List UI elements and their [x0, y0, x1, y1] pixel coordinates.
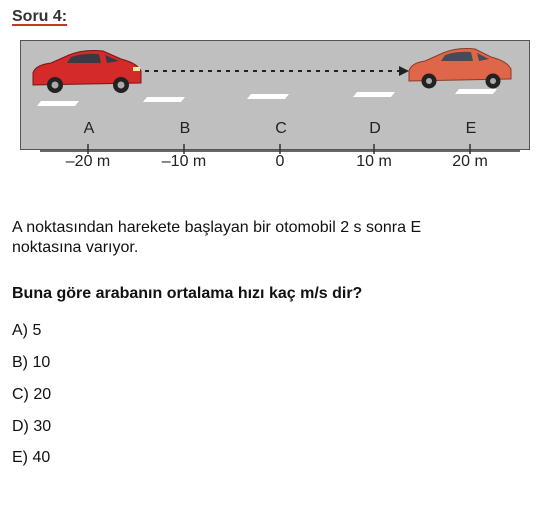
option-d[interactable]: D) 30	[12, 418, 52, 435]
point-letter-a: A	[83, 120, 95, 137]
question-body-line-2: noktasına varıyor.	[12, 239, 139, 256]
option-b[interactable]: B) 10	[12, 354, 51, 371]
lane-mark	[37, 101, 79, 106]
point-letter-b: B	[179, 120, 191, 137]
road-figure	[20, 40, 530, 192]
car-start-icon	[33, 51, 141, 94]
question-body-line-1: A noktasından harekete başlayan bir otomobil 2 s sonra E	[12, 219, 422, 236]
point-letter-d: D	[369, 120, 381, 137]
road	[20, 40, 530, 150]
position-label-a: –20 m	[65, 153, 111, 170]
point-letter-e: E	[465, 120, 477, 137]
question-number: Soru 4:	[12, 8, 68, 25]
lane-mark	[247, 94, 289, 99]
lane-mark	[353, 92, 395, 97]
question-body	[12, 218, 532, 258]
car-end-icon	[409, 49, 511, 89]
option-a[interactable]: A) 5	[12, 322, 42, 339]
arrow-head-icon	[399, 66, 409, 76]
position-label-e: 20 m	[452, 153, 488, 170]
question-prompt: Buna göre arabanın ortalama hızı kaç m/s dir?	[12, 285, 363, 302]
position-label-c: 0	[275, 153, 285, 170]
position-label-b: –10 m	[161, 153, 207, 170]
position-label-d: 10 m	[356, 153, 392, 170]
lane-mark	[143, 97, 185, 102]
axis-ticks	[20, 140, 530, 154]
option-c[interactable]: C) 20	[12, 386, 52, 403]
lane-mark	[455, 89, 497, 94]
option-e[interactable]: E) 40	[12, 449, 51, 466]
point-letter-c: C	[275, 120, 287, 137]
